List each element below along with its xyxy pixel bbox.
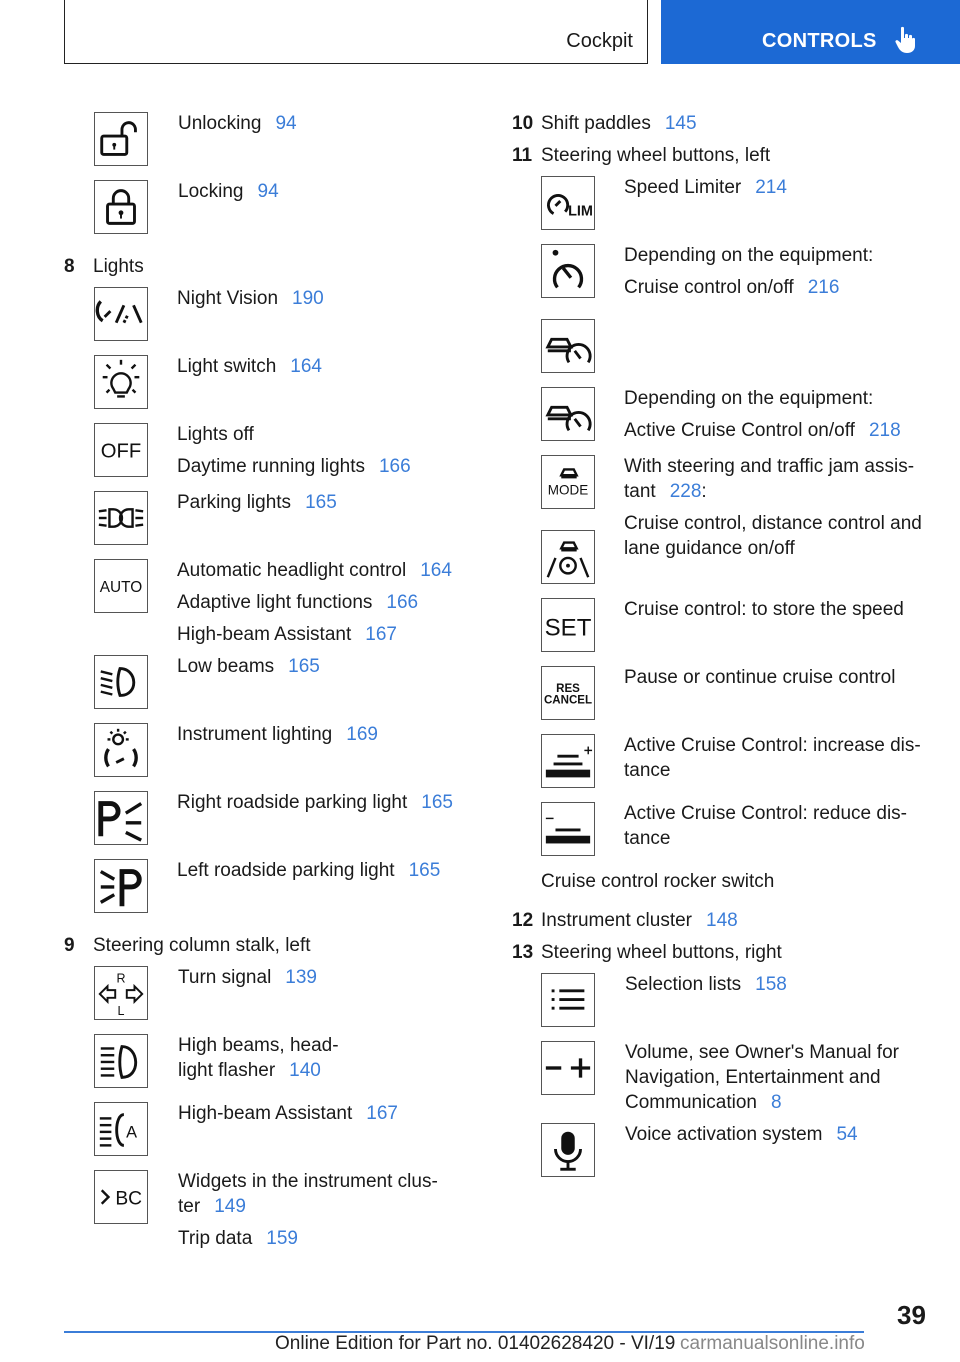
page-link[interactable]: 54 bbox=[836, 1124, 858, 1145]
light-switch-entry: Light switch 164 bbox=[177, 356, 322, 377]
set-icon-label: SET bbox=[544, 614, 592, 642]
page-link[interactable]: 216 bbox=[807, 277, 840, 298]
unlock-icon bbox=[94, 112, 148, 166]
turn-signal-entry: Turn signal 139 bbox=[178, 967, 317, 988]
chapter-title: CONTROLS bbox=[762, 30, 877, 52]
reduce-distance-entry-line1: Active Cruise Control: reduce dis- bbox=[624, 803, 907, 824]
page-link[interactable]: 214 bbox=[755, 177, 787, 198]
low-beam-icon bbox=[94, 655, 148, 709]
page-link[interactable]: 148 bbox=[706, 910, 738, 931]
traffic-jam-entry-line1: With steering and traffic jam assis- bbox=[624, 456, 915, 477]
automatic-headlight-entry: Automatic headlight control 164 bbox=[177, 560, 452, 581]
edition-note: Online Edition for Part no. 01402628420 - VI/19 bbox=[275, 1333, 676, 1354]
turn-signal-icon bbox=[94, 966, 148, 1020]
page-link[interactable]: 8 bbox=[771, 1092, 782, 1113]
svg-text:R: R bbox=[116, 971, 126, 986]
item-number-13: 13 bbox=[512, 942, 534, 963]
selection-list-icon bbox=[541, 973, 595, 1027]
volume-entry-line1: Volume, see Owner's Manual for bbox=[625, 1042, 899, 1063]
acc-icon-2 bbox=[541, 387, 595, 441]
light-switch-icon bbox=[94, 355, 148, 409]
cancel-label: CANCEL bbox=[543, 694, 593, 707]
item-number-8: 8 bbox=[64, 256, 75, 277]
cruise-equipment-note: Depending on the equipment: bbox=[624, 245, 874, 266]
page-link[interactable]: 190 bbox=[292, 288, 324, 309]
instrument-cluster-entry: Instrument cluster 148 bbox=[541, 910, 738, 931]
speed-limiter-icon bbox=[541, 176, 595, 230]
active-cruise-control-entry: Active Cruise Control on/off 218 bbox=[624, 420, 901, 441]
adaptive-light-entry: Adaptive light functions 166 bbox=[177, 592, 419, 613]
increase-distance-icon bbox=[541, 734, 595, 788]
off-icon bbox=[94, 423, 148, 477]
parking-lights-entry: Parking lights 165 bbox=[177, 492, 337, 513]
locking-entry: Locking 94 bbox=[178, 181, 279, 202]
page-link[interactable]: 165 bbox=[288, 656, 320, 677]
page-link[interactable]: 218 bbox=[868, 420, 901, 441]
increase-distance-entry-line1: Active Cruise Control: increase dis- bbox=[624, 735, 921, 756]
section-title: Cockpit bbox=[566, 30, 633, 52]
pointing-hand-icon bbox=[895, 26, 917, 54]
svg-text:L: L bbox=[117, 1004, 125, 1019]
svg-text:A: A bbox=[126, 1123, 138, 1142]
page-link[interactable]: 140 bbox=[289, 1060, 321, 1081]
right-roadside-parking-entry: Right roadside parking light 165 bbox=[177, 792, 453, 813]
page-link[interactable]: 167 bbox=[366, 1103, 398, 1124]
rocker-switch-caption: Cruise control rocker switch bbox=[541, 871, 775, 892]
voice-activation-entry: Voice activation system 54 bbox=[625, 1124, 858, 1145]
mode-icon-label: MODE bbox=[547, 482, 589, 498]
page-link[interactable]: 165 bbox=[408, 860, 441, 881]
set-icon bbox=[541, 598, 595, 652]
speed-limiter-entry: Speed Limiter 214 bbox=[624, 177, 787, 198]
high-beam-icon bbox=[94, 1034, 148, 1088]
high-beam-assistant-entry-2: High-beam Assistant 167 bbox=[178, 1103, 398, 1124]
page-link[interactable]: 167 bbox=[365, 624, 397, 645]
res-label: RES bbox=[556, 683, 580, 696]
group-title-steering-stalk: Steering column stalk, left bbox=[93, 935, 311, 956]
unlocking-entry: Unlocking 94 bbox=[178, 113, 297, 134]
res-cancel-icon bbox=[541, 666, 595, 720]
acc-equipment-note: Depending on the equipment: bbox=[624, 388, 874, 409]
page-link[interactable]: 145 bbox=[664, 113, 697, 134]
increase-distance-entry-line2: tance bbox=[624, 760, 671, 781]
high-beams-entry-line2: light flasher 140 bbox=[178, 1060, 321, 1081]
trip-data-entry: Trip data 159 bbox=[178, 1228, 298, 1249]
group-title-wheel-right: Steering wheel buttons, right bbox=[541, 942, 782, 963]
page-link[interactable]: 159 bbox=[266, 1228, 298, 1249]
page-link[interactable]: 228 bbox=[669, 481, 702, 502]
page-link[interactable]: 149 bbox=[214, 1196, 246, 1217]
right-parking-light-icon bbox=[94, 791, 148, 845]
page-link[interactable]: 94 bbox=[257, 181, 279, 202]
traffic-jam-entry-line2: tant 228: bbox=[624, 481, 707, 502]
group-title-lights: Lights bbox=[93, 256, 144, 277]
volume-entry-line2: Navigation, Entertainment and bbox=[625, 1067, 881, 1088]
page-number: 39 bbox=[897, 1300, 926, 1330]
high-beam-assistant-entry: High-beam Assistant 167 bbox=[177, 624, 397, 645]
page-link[interactable]: 165 bbox=[421, 792, 453, 813]
high-beams-entry-line1: High beams, head- bbox=[178, 1035, 339, 1056]
page-link[interactable]: 94 bbox=[275, 113, 297, 134]
high-beam-assistant-icon bbox=[94, 1102, 148, 1156]
watermark: carmanualsonline.info bbox=[680, 1333, 865, 1354]
page-link[interactable]: 164 bbox=[420, 560, 452, 581]
page-link[interactable]: 164 bbox=[290, 356, 322, 377]
lane-guidance-entry-line1: Cruise control, distance control and bbox=[624, 513, 922, 534]
auto-icon bbox=[94, 559, 148, 613]
pause-cruise-entry: Pause or continue cruise control bbox=[624, 667, 896, 688]
page-link[interactable]: 169 bbox=[346, 724, 378, 745]
daytime-running-lights-entry: Daytime running lights 166 bbox=[177, 456, 411, 477]
parking-lights-icon bbox=[94, 491, 148, 545]
widgets-entry-line1: Widgets in the instrument clus- bbox=[178, 1171, 438, 1192]
store-speed-entry: Cruise control: to store the speed bbox=[624, 599, 904, 620]
lights-off-entry: Lights off bbox=[177, 424, 254, 445]
item-number-9: 9 bbox=[64, 935, 75, 956]
auto-icon-label: AUTO bbox=[99, 578, 143, 596]
chapter-tab bbox=[661, 0, 960, 64]
instrument-lighting-icon bbox=[94, 723, 148, 777]
night-vision-icon bbox=[94, 287, 148, 341]
left-roadside-parking-entry: Left roadside parking light 165 bbox=[177, 860, 441, 881]
off-icon-label: OFF bbox=[100, 440, 142, 463]
item-number-12: 12 bbox=[512, 910, 534, 931]
left-parking-light-icon bbox=[94, 859, 148, 913]
night-vision-entry: Night Vision 190 bbox=[177, 288, 324, 309]
lane-guidance-icon bbox=[541, 530, 595, 584]
reduce-distance-entry-line2: tance bbox=[624, 828, 671, 849]
lock-icon bbox=[94, 180, 148, 234]
reduce-distance-icon bbox=[541, 802, 595, 856]
mode-icon bbox=[541, 455, 595, 509]
page-link[interactable]: 166 bbox=[386, 592, 419, 613]
speed-limiter-icon-label: LIM bbox=[568, 203, 593, 220]
bc-icon-label: BC bbox=[115, 1188, 143, 1210]
cruise-control-entry: Cruise control on/off 216 bbox=[624, 277, 840, 298]
item-number-10: 10 bbox=[512, 113, 534, 134]
page-link[interactable]: 158 bbox=[755, 974, 787, 995]
microphone-icon bbox=[541, 1123, 595, 1177]
page-link[interactable]: 166 bbox=[378, 456, 411, 477]
selection-lists-entry: Selection lists 158 bbox=[625, 974, 787, 995]
volume-entry-line3: Communication 8 bbox=[625, 1092, 782, 1113]
instrument-lighting-entry: Instrument lighting 169 bbox=[177, 724, 378, 745]
shift-paddles-entry: Shift paddles 145 bbox=[541, 113, 697, 134]
header-section-box bbox=[64, 0, 648, 64]
volume-icon bbox=[541, 1041, 595, 1095]
page-link[interactable]: 165 bbox=[305, 492, 337, 513]
group-title-wheel-left: Steering wheel buttons, left bbox=[541, 145, 771, 166]
low-beams-entry: Low beams 165 bbox=[177, 656, 320, 677]
lane-guidance-entry-line2: lane guidance on/off bbox=[624, 538, 795, 559]
page-link[interactable]: 139 bbox=[285, 967, 317, 988]
widgets-entry-line2: ter 149 bbox=[178, 1196, 246, 1217]
item-number-11: 11 bbox=[512, 145, 533, 166]
cruise-control-icon bbox=[541, 244, 595, 298]
acc-icon bbox=[541, 319, 595, 373]
bc-icon bbox=[94, 1170, 148, 1224]
